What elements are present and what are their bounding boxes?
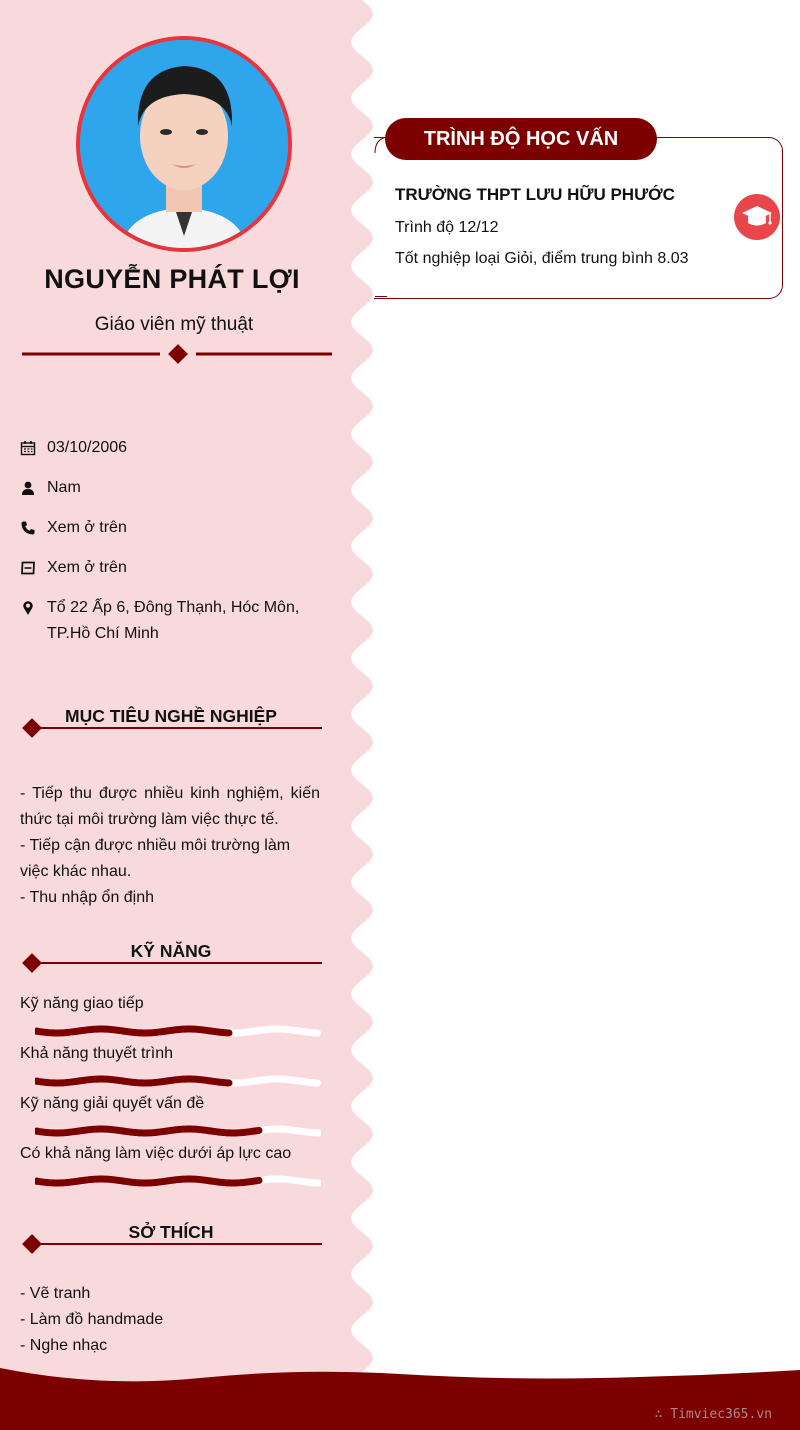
education-level: Trình độ 12/12 <box>395 219 499 236</box>
profile-name: NGUYỄN PHÁT LỢI <box>44 264 300 294</box>
education-card <box>374 137 783 299</box>
skill-bar-problem-solving <box>35 1122 321 1140</box>
profile-role: Giáo viên mỹ thuật <box>94 314 254 335</box>
info-phone <box>20 519 127 541</box>
skill-bar-fill <box>37 1179 259 1183</box>
skill-label: Kỹ năng giao tiếp <box>20 995 144 1012</box>
objective-line: - Tiếp thu được nhiều kinh nghiệm, kiến thức tại môi trường làm việc thực tế. <box>20 785 320 828</box>
objective-title: MỤC TIÊU NGHỀ NGHIỆP <box>65 706 277 726</box>
role-divider <box>22 344 332 366</box>
skill-bar-presentation <box>35 1072 321 1090</box>
info-email <box>20 559 127 581</box>
hobby-item: - Làm đồ handmade <box>20 1311 164 1328</box>
skill-bar-fill <box>37 1029 229 1033</box>
skill-label: Khả năng thuyết trình <box>20 1045 173 1062</box>
education-card-left-edge <box>373 137 387 299</box>
skills-title: KỸ NĂNG <box>130 941 212 961</box>
avatar-photo <box>80 40 288 248</box>
info-gender <box>20 479 81 501</box>
hobby-item: - Vẽ tranh <box>20 1285 91 1302</box>
birthday-text: 03/10/2006 <box>47 439 128 456</box>
hobbies-text <box>20 1281 320 1359</box>
skill-bar-track <box>261 1129 319 1133</box>
skill-bar-pressure <box>35 1172 321 1190</box>
objective-text <box>20 781 320 911</box>
education-result: Tốt nghiệp loại Giỏi, điểm trung bình 8.03 <box>395 250 689 267</box>
objective-line: - Thu nhập ổn định <box>20 889 155 906</box>
address-text: Tổ 22 Ấp 6, Đông Thạnh, Hóc Môn, TP.Hồ Chí Minh <box>47 599 300 642</box>
education-title: TRÌNH ĐỘ HỌC VẤN <box>385 118 657 160</box>
skill-label: Kỹ năng giải quyết vấn đề <box>20 1095 205 1112</box>
hobbies-title: SỞ THÍCH <box>128 1222 214 1242</box>
avatar <box>76 36 292 252</box>
graduation-cap-icon <box>734 194 780 240</box>
info-birthday <box>20 439 127 461</box>
location-icon <box>20 600 36 616</box>
education-school: TRƯỜNG THPT LƯU HỮU PHƯỚC <box>395 185 675 204</box>
user-icon <box>20 480 36 496</box>
info-address <box>20 599 320 647</box>
gender-text: Nam <box>47 479 81 496</box>
email-icon <box>20 560 36 576</box>
skill-label: Có khả năng làm việc dưới áp lực cao <box>20 1145 292 1162</box>
phone-icon <box>20 520 36 536</box>
skill-bar-fill <box>37 1129 259 1133</box>
skill-bar-track <box>229 1029 317 1033</box>
hobby-item: - Nghe nhạc <box>20 1337 108 1354</box>
skill-bar-fill <box>37 1079 229 1083</box>
footer-watermark: ∴ Timviec365.vn <box>654 1407 772 1422</box>
skill-bar-communication <box>35 1022 321 1040</box>
calendar-icon <box>20 440 36 456</box>
objective-line: - Tiếp cận được nhiều môi trường làm việc khác nhau. <box>20 837 291 880</box>
phone-text: Xem ở trên <box>47 519 127 536</box>
email-text: Xem ở trên <box>47 559 127 576</box>
skill-bar-track <box>229 1079 317 1083</box>
skill-bar-track <box>261 1179 319 1183</box>
